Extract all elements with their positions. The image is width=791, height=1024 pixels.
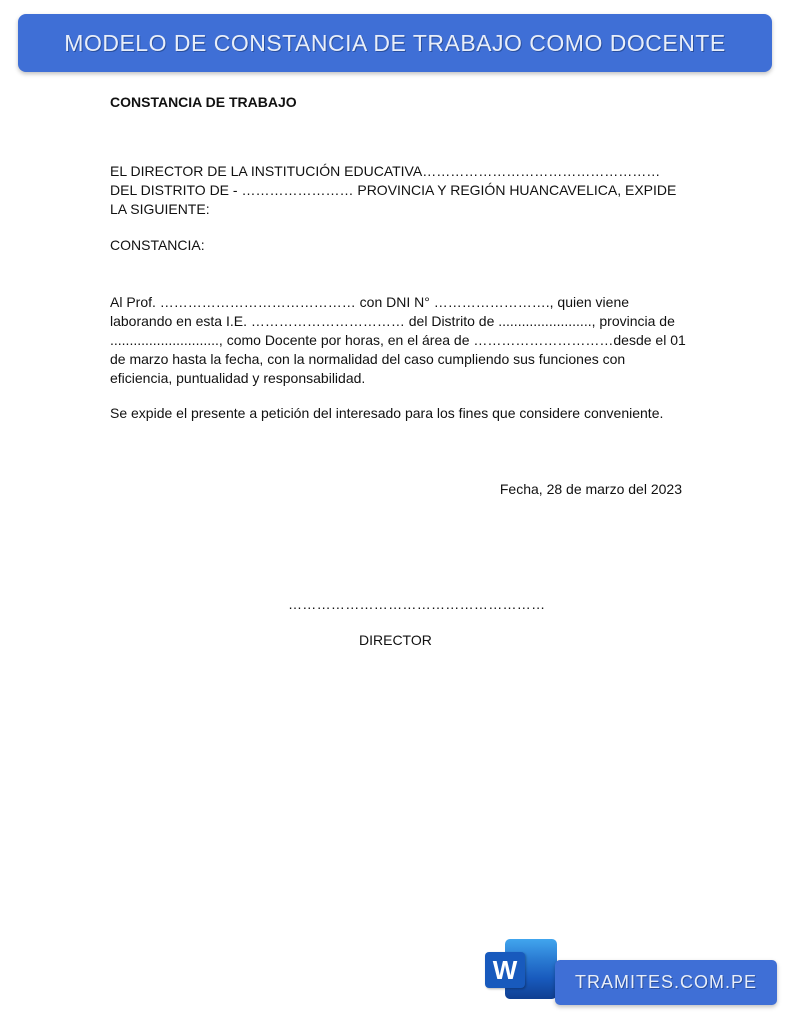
word-icon-letter: W: [485, 952, 525, 988]
signature-line: ………………………………………………: [288, 596, 546, 612]
banner-title: MODELO DE CONSTANCIA DE TRABAJO COMO DOCENTE: [64, 29, 726, 56]
site-name: TRAMITES.COM.PE: [574, 972, 757, 992]
body-paragraph: Al Prof. …………………………………… con DNI N° ……………………., quien viene laborando en esta I.E. …………………………… del Distrito de ........................, provincia de ............................, como Docente por horas, en el área de …………………………desde el 01 de marzo hasta la fecha, con la normalidad del caso cumpliendo sus funciones con eficiencia, puntualidad y responsabilidad.: [110, 294, 686, 386]
closing-paragraph: Se expide el presente a petición del interesado para los fines que considere conveniente.: [110, 405, 664, 421]
document-heading: CONSTANCIA DE TRABAJO: [110, 94, 297, 110]
title-banner: [18, 14, 772, 72]
document-date: Fecha, 28 de marzo del 2023: [499, 481, 682, 497]
signature-title: DIRECTOR: [359, 632, 432, 648]
section-label: CONSTANCIA:: [110, 237, 205, 253]
site-badge[interactable]: [555, 960, 777, 1005]
intro-paragraph: EL DIRECTOR DE LA INSTITUCIÓN EDUCATIVA…………………………………………… DEL DISTRITO DE - …………………… PROVINCIA Y REGIÓN HUANCAVELICA, EXPIDE LA SIGUIENTE:: [110, 163, 677, 217]
word-icon: [485, 939, 557, 999]
